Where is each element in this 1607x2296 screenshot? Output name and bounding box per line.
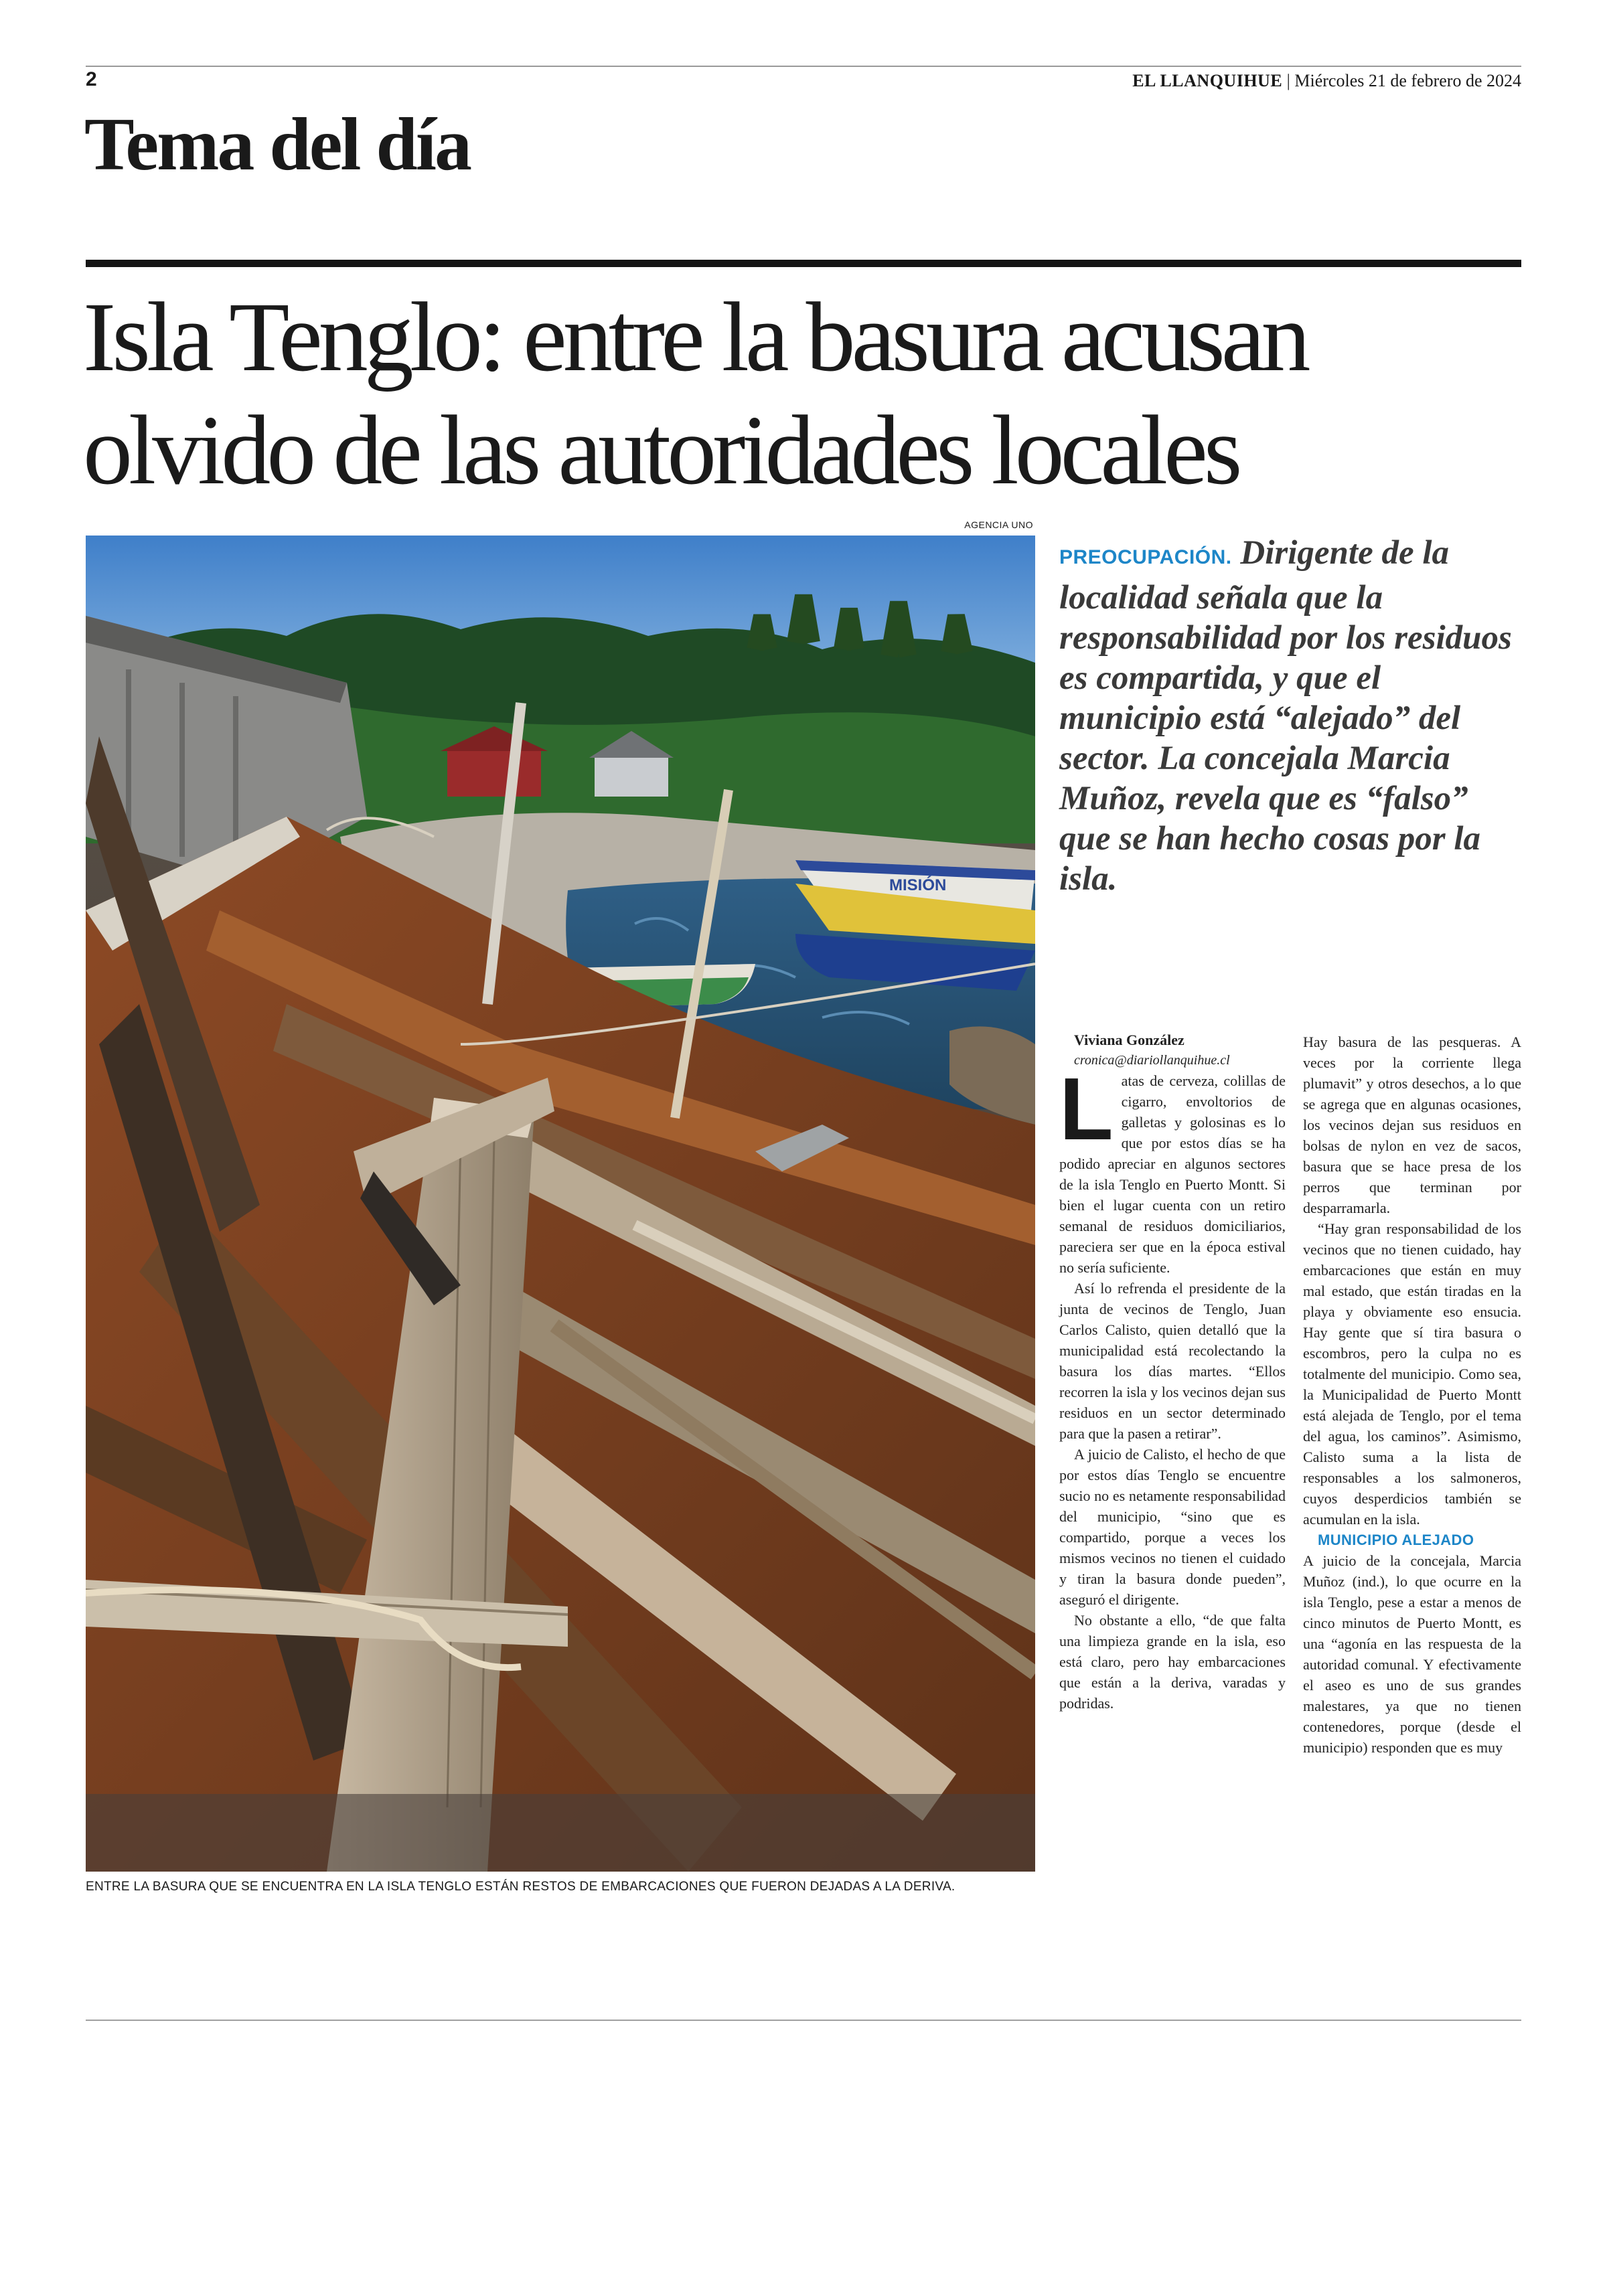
section-title: Tema del día [84,103,470,186]
photo-illustration [86,536,1035,1872]
masthead [1132,71,1521,91]
byline-email: cronica@diariollanquihue.cl [1074,1053,1230,1068]
body-column-1 [1059,1030,1286,1714]
photo-caption: ENTRE LA BASURA QUE SE ENCUENTRA EN LA ISLA TENGLO ESTÁN RESTOS DE EMBARCACIONES QUE FUERON DEJADAS A LA DERIVA. [86,1880,955,1894]
article-deck [1059,533,1521,899]
photo-credit: AGENCIA UNO [964,519,1033,530]
article-photo [86,536,1035,1872]
issue-date: Miércoles 21 de febrero de 2024 [1294,71,1521,90]
body-paragraph: Hay basura de las pesqueras. A veces por la corriente llega plumavit” y otros desechos, a lo que se agrega que en algunas ocasiones, los vecinos dejan sus residuos en bolsas de nylon en vez de sacos, basura que se hace presa de los perros que terminan por desparramarla. [1303,1034,1521,1216]
section-rule [86,260,1521,267]
deck-text: Dirigente de la localidad señala que la responsabilidad por los residuos es compartida, y que el municipio está “alejado” del sector. La concejala Marcia Muñoz, revela que es “falso” que se han hecho cosas por la isla. [1059,534,1512,898]
bottom-rule [86,2020,1521,2021]
publication-name: EL LLANQUIHUE [1132,71,1283,90]
body-paragraph: A juicio de la concejala, Marcia Muñoz (ind.), lo que ocurre en la isla Tenglo, pese a estar a menos de cinco minutos de Puerto Montt, es una “agonía en las respuesta de la autoridad comunal. Y efectivamente el aseo es uno de sus grandes malestares, ya que no tienen contenedores, porque (desde el municipio) responden que es muy [1303,1552,1521,1756]
byline-name: Viviana González [1074,1032,1184,1048]
body-column-2 [1303,1032,1521,1758]
body-paragraph: No obstante a ello, “de que falta una limpieza grande en la isla, eso está claro, pero hay embarcaciones que están a la deriva, varadas y podridas. [1059,1612,1286,1712]
top-rule [86,66,1521,67]
masthead-separator: | [1282,71,1295,90]
body-paragraph: A juicio de Calisto, el hecho de que por estos días Tenglo se encuentre sucio no es netamente responsabilidad del municipio, “sino que es compartido, porque a veces los mismos vecinos no tienen el cuidado y tiran la basura donde pueden”, aseguró el dirigente. [1059,1446,1286,1608]
subhead: MUNICIPIO ALEJADO [1318,1532,1474,1548]
article-headline: Isla Tenglo: entre la basura acusan olvido de las autoridades locales [83,282,1307,505]
drop-cap: L [1059,1060,1114,1158]
body-paragraph: Así lo refrenda el presidente de la junta de vecinos de Tenglo, Juan Carlos Calisto, quien detalló que la municipalidad está recolectando la basura los días martes. “Ellos recorren la isla y los vecinos dejan sus residuos en un sector determinado para que la pasen a retirar”. [1059,1280,1286,1442]
paragraph-text: atas de cerveza, colillas de cigarro, envoltorios de galletas y golosinas es lo que por estos días se ha podido apreciar en algunos sectores de la isla Tenglo en Puerto Montt. Si bien el lugar cuenta con un retiro semanal de residuos domiciliarios, pareciera ser que en la época estival no sería suficiente. [1059,1072,1286,1276]
page-number: 2 [86,68,97,90]
boat-name-label: MISIÓN [889,876,947,894]
body-paragraph: “Hay gran responsabilidad de los vecinos que no tienen cuidado, hay embarcaciones que están en muy mal estado, que están tiradas en la playa y obviamente eso ensucia. Hay gente que sí tira basura o escombros, pero la culpa no es totalmente del municipio. Como sea, la Municipalidad de Puerto Montt está alejada de Tenglo, por el tema del agua, los caminos”. Asimismo, Calisto suma a la lista de responsables a los salmoneros, cuyos desperdicios también se acumulan en la isla. [1303,1220,1521,1528]
deck-kicker: PREOCUPACIÓN. [1059,546,1232,568]
